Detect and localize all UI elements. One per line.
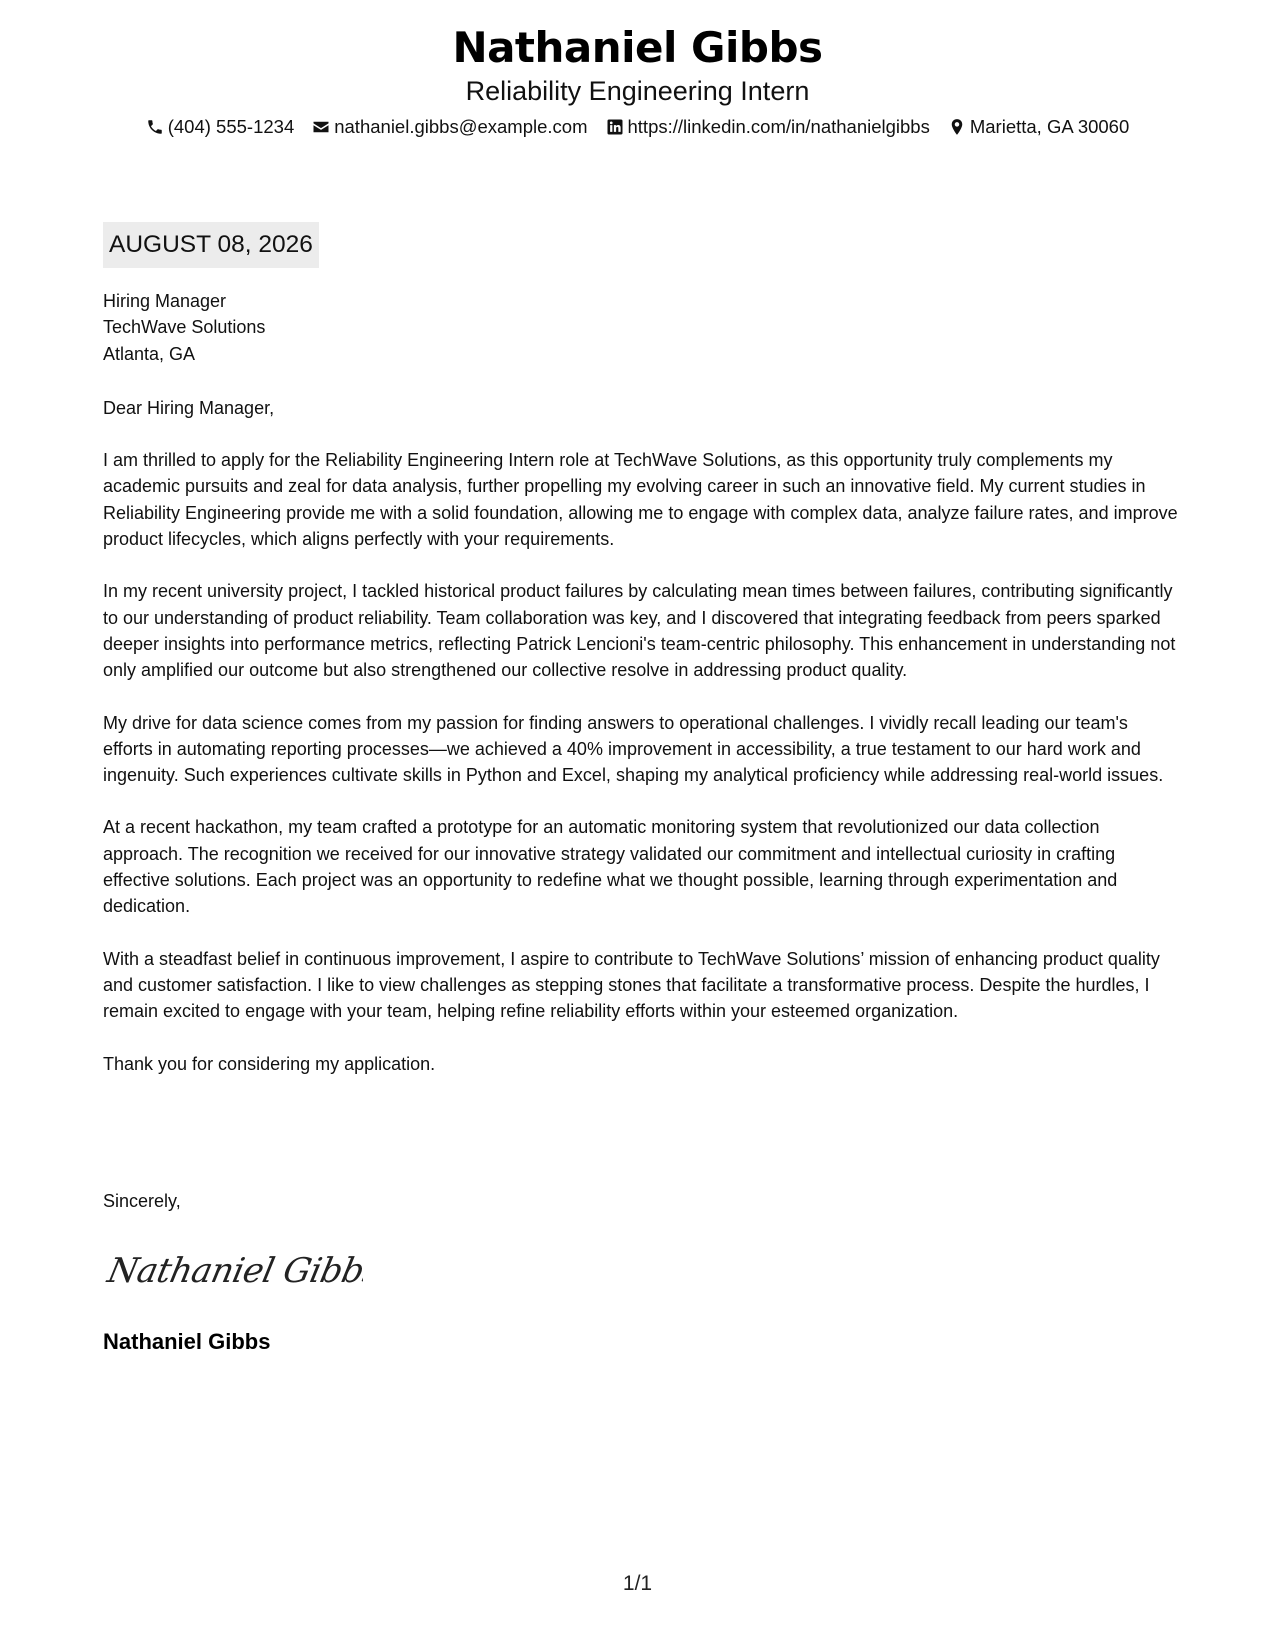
signoff: Sincerely, bbox=[103, 1191, 181, 1211]
recipient-block bbox=[103, 288, 1178, 367]
contact-linkedin bbox=[606, 114, 930, 140]
printed-name: Nathaniel Gibbs bbox=[103, 1329, 271, 1354]
contact-email bbox=[312, 114, 587, 140]
phone-number: (404) 555-1234 bbox=[167, 116, 295, 137]
svg-text:Nathaniel Gibbs: Nathaniel Gibbs bbox=[104, 1251, 363, 1291]
applicant-name: Nathaniel Gibbs bbox=[452, 23, 823, 72]
body-paragraph-2: In my recent university project, I tackled historical product failures by calculating mean times between failures, contributing significantly to our understanding of product reliability. Team collaboration was key, and I discovered that integrating feedback from peers sparked deeper insights into performance metrics, reflecting Patrick Lencioni's team-centric philosophy. This enhancement in understanding not only amplified our outcome but also strengthened our collective resolve in addressing product quality. bbox=[103, 581, 1176, 681]
body-paragraph-5: With a steadfast belief in continuous improvement, I aspire to contribute to TechWave Solutions’ mission of enhancing product quality and customer satisfaction. I like to view challenges as stepping stones that facilitate a transformative process. Despite the hurdles, I remain excited to engage with your team, helping refine reliability efforts within your esteemed organization. bbox=[103, 948, 1160, 1022]
body-paragraph-1: I am thrilled to apply for the Reliability Engineering Intern role at TechWave Solutions, as this opportunity truly complements my academic pursuits and zeal for data analysis, further propelling my evolving career in such an innovative field. My current studies in Reliability Engineering provide me with a solid foundation, allowing me to engage with complex data, analyze failure rates, and improve product lifecycles, which aligns perfectly with your requirements. bbox=[103, 450, 1178, 550]
recipient-location: Atlanta, GA bbox=[103, 343, 196, 364]
letter-body bbox=[103, 288, 1178, 1077]
contact-bar bbox=[0, 114, 1275, 140]
envelope-icon bbox=[312, 118, 330, 136]
salutation: Dear Hiring Manager, bbox=[103, 397, 275, 418]
handwritten-signature bbox=[103, 1240, 363, 1300]
linkedin-icon bbox=[606, 118, 624, 136]
page-number: 1/1 bbox=[622, 1572, 653, 1595]
linkedin-url: https://linkedin.com/in/nathanielgibbs bbox=[627, 116, 930, 137]
recipient-role: Hiring Manager bbox=[103, 291, 227, 311]
letter-date: AUGUST 08, 2026 bbox=[103, 222, 319, 268]
contact-location bbox=[948, 114, 1129, 140]
phone-icon bbox=[146, 118, 164, 136]
job-title: Reliability Engineering Intern bbox=[465, 76, 810, 106]
location-text: Marietta, GA 30060 bbox=[969, 116, 1130, 137]
email-address: nathaniel.gibbs@example.com bbox=[334, 116, 588, 137]
body-paragraph-3: My drive for data science comes from my passion for finding answers to operational challenges. I vividly recall leading our team's efforts in automating reporting processes—we achieved a 40% improvement in accessibility, a true testament to our hard work and ingenuity. Such experiences cultivate skills in Python and Excel, shaping my analytical proficiency while addressing real-world issues. bbox=[103, 712, 1164, 786]
recipient-company: TechWave Solutions bbox=[103, 317, 266, 338]
closing-line: Thank you for considering my application. bbox=[103, 1053, 436, 1074]
body-paragraph-4: At a recent hackathon, my team crafted a prototype for an automatic monitoring system that revolutionized our data collection approach. The recognition we received for our innovative strategy validated our commitment and intellectual curiosity in crafting effective solutions. Each project was an opportunity to redefine what we thought possible, learning through experimentation and dedication. bbox=[103, 817, 1118, 917]
map-pin-icon bbox=[948, 118, 966, 136]
letter-header bbox=[0, 22, 1275, 140]
contact-phone bbox=[146, 114, 295, 140]
